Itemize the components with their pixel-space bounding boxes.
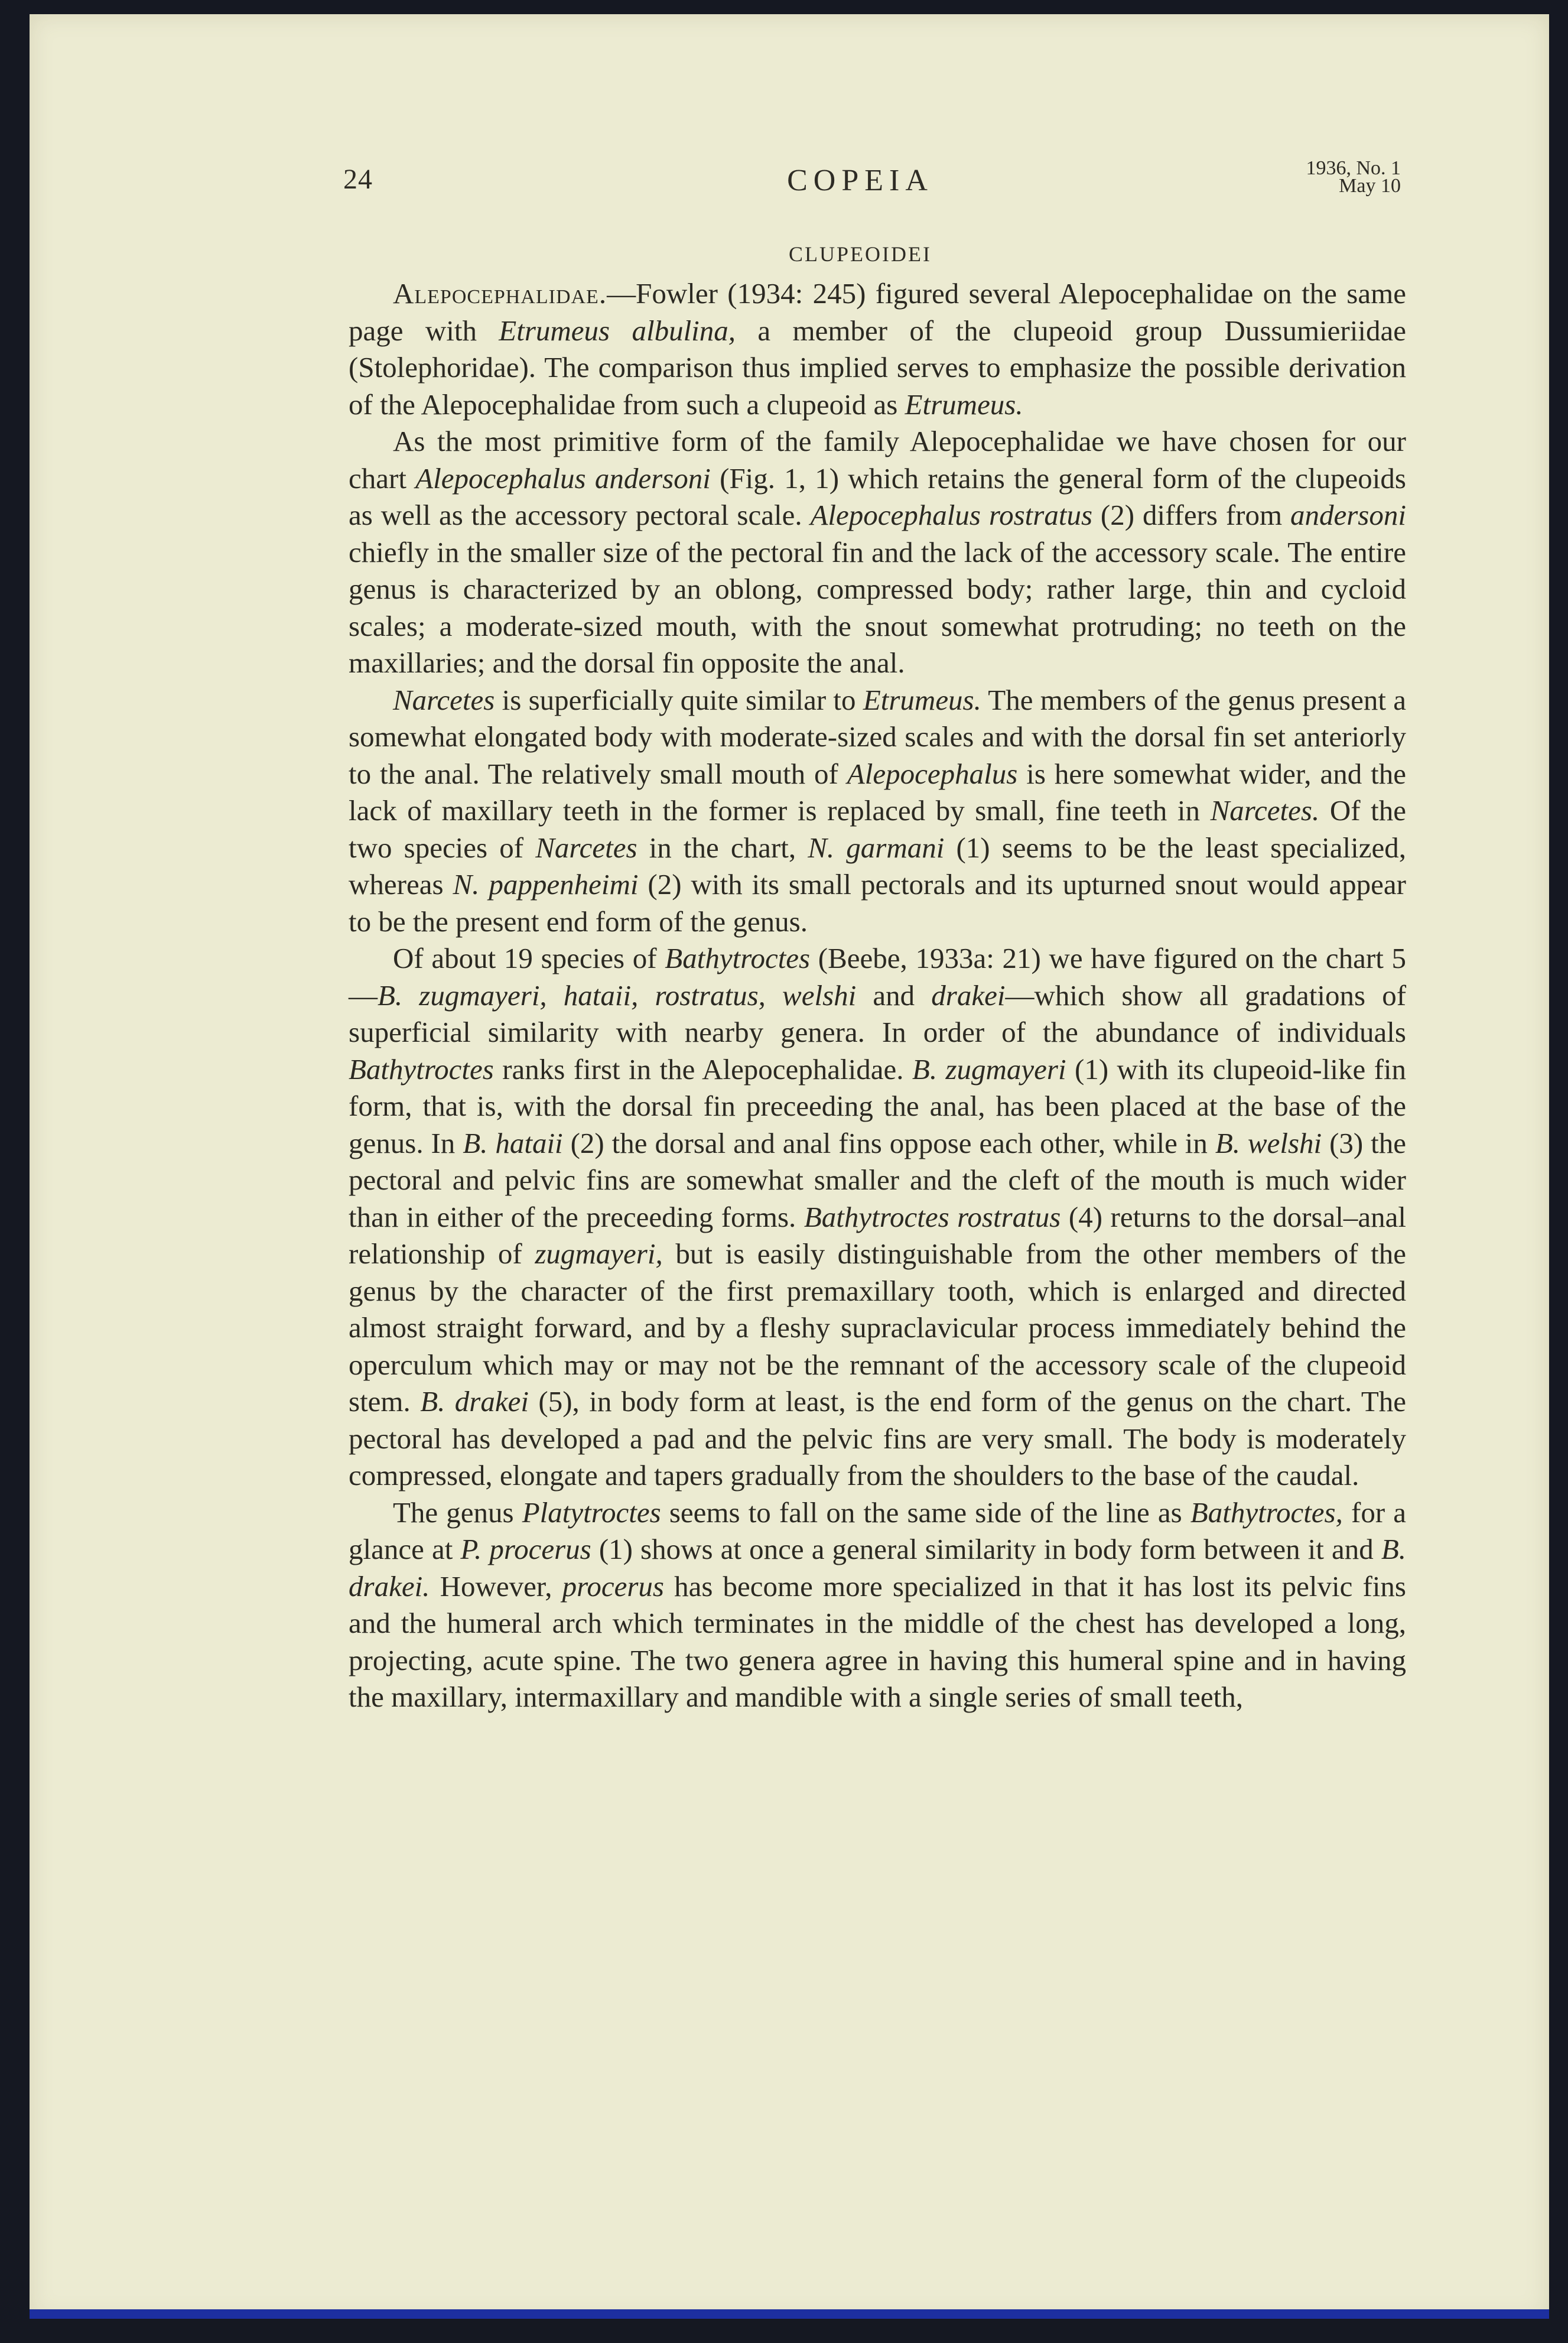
text-run: (2) with its small pectorals and its upturned snout would appear to be the present end form of the genus. (349, 868, 1406, 938)
italic-text-run: Alepocephalus rostratus (810, 499, 1093, 531)
italic-text-run: Platytroctes (522, 1496, 661, 1529)
text-run: is superficially quite similar to (495, 683, 863, 716)
italic-text-run: Bathytroctes (349, 1052, 494, 1086)
paragraph (349, 940, 1406, 1494)
text-run: —which show all gradations of superficial similarity with nearby genera. In order of the abundance of individuals (349, 979, 1407, 1048)
italic-text-run: Narcetes. (1210, 794, 1320, 827)
article-body (349, 275, 1406, 1716)
italic-text-run: zugmayeri, (535, 1237, 663, 1270)
text-run: (2) the dorsal and anal fins oppose each other, while in (562, 1126, 1215, 1159)
italic-text-run: B. zugmayeri, hataii, rostratus, welshi (378, 979, 857, 1012)
italic-text-run: Alepocephalus (847, 757, 1018, 790)
issue-number: 1936, No. 1 (1306, 157, 1401, 179)
section-heading: CLUPEOIDEI (789, 242, 932, 266)
text-run: but is easily distinguishable from the other members of the genus by the character of the first premaxillary tooth, which is enlarged and directed almost straight forward, and by a fleshy supraclavicular process immediately behind the operculum which may or may not be the remnant of the accessory scale of the clupeoid stem. (349, 1237, 1407, 1418)
italic-text-run: Etrumeus albulina, (499, 314, 736, 347)
text-run: (1) seems to be the least specialized, whereas (349, 831, 1406, 901)
italic-text-run: Etrumeus. (863, 683, 981, 716)
text-run: (Fig. 1, 1) which retains the general form of the clupeoids as well as the accessory pectoral scale. (349, 462, 1406, 531)
text-run: has become more specialized in that it has lost its pelvic fins and the humeral arch which terminates in the middle of the chest has developed a long, projecting, acute spine. The two genera agree in having this humeral spine and in having the maxillary, intermaxillary and mandible with a single series of small teeth, (349, 1569, 1406, 1713)
italic-text-run: Bathytroctes rostratus (803, 1200, 1061, 1233)
italic-text-run: B. drakei (420, 1385, 529, 1418)
text-run: chiefly in the smaller size of the pectoral fin and the lack of the accessory scale. The entire genus is characterized by an oblong, compressed body; rather large, thin and cycloid scales; a moderate-sized mouth, with the snout somewhat protruding; no teeth on the maxillaries; and the dorsal fin opposite the anal. (349, 535, 1406, 679)
page-number: 24 (343, 164, 373, 195)
text-run: (1) shows at once a general similarity in body form between it and (591, 1533, 1381, 1565)
italic-text-run: B. welshi (1215, 1126, 1322, 1159)
italic-text-run: Etrumeus. (905, 388, 1023, 421)
paragraph (349, 682, 1406, 941)
text-run: (3) the pectoral and pelvic fins are somewhat smaller and the cleft of the mouth is much wider than in either of the preceeding forms. (349, 1126, 1406, 1233)
italic-text-run: B. zugmayeri (912, 1052, 1066, 1086)
italic-text-run: andersoni (1290, 499, 1406, 531)
italic-text-run: B. drakei. (349, 1533, 1406, 1603)
text-run: Of the two species of (349, 794, 1406, 864)
text-run: (4) returns to the dorsal–anal relationship of (349, 1200, 1406, 1270)
text-run: (1) with its clupeoid-like fin form, that is, with the dorsal fin preceeding the anal, has been placed at the base of the genus. In (349, 1052, 1407, 1159)
text-run: (5), in body form at least, is the end form of the genus on the chart. The pectoral has developed a pad and the pelvic fins are very small. The body is moderately compressed, elongate and tapers gradually from the shoulders to the base of the caudal. (349, 1385, 1407, 1491)
journal-title: COPEIA (787, 164, 933, 197)
italic-text-run: P. procerus (460, 1533, 591, 1565)
italic-text-run: procerus (562, 1569, 664, 1603)
paragraph (349, 275, 1406, 423)
text-run: a member of the clupeoid group Dussumieriidae (Stolephoridae). The comparison thus implied serves to emphasize the possible derivation of the Alepocephalidae from such a clupeoid as (349, 314, 1406, 421)
smallcaps-text-run: Alepocephalidae. (393, 277, 607, 310)
text-run: As the most primitive form of the family Alepocephalidae we have chosen for our chart (349, 425, 1406, 495)
italic-text-run: Alepocephalus andersoni (415, 462, 711, 495)
text-run: (Beebe, 1933a: 21) we have figured on the chart 5— (349, 942, 1406, 1012)
text-run: The genus (393, 1496, 522, 1529)
italic-text-run: drakei (931, 979, 1006, 1012)
text-run: is here somewhat wider, and the lack of maxillary teeth in the former is replaced by small, fine teeth in (349, 757, 1406, 827)
italic-text-run: B. hataii (463, 1126, 563, 1159)
text-run: Of about 19 species of (393, 942, 665, 974)
text-run: in the chart, (637, 831, 808, 864)
paragraph (349, 1494, 1406, 1716)
italic-text-run: Bathytroctes (665, 942, 811, 974)
text-run: (2) differs from (1092, 499, 1290, 531)
paragraph (349, 423, 1406, 682)
text-run: and (856, 979, 932, 1012)
text-run: ranks first in the Alepocephalidae. (493, 1052, 912, 1086)
text-run: for a glance at (349, 1496, 1407, 1565)
page-header (320, 157, 1401, 215)
italic-text-run: Bathytroctes, (1190, 1496, 1343, 1529)
text-run: —Fowler (1934: 245) figured several Alepocephalidae on the same page with (349, 277, 1406, 347)
italic-text-run: Narcetes (535, 831, 637, 864)
issue-date: May 10 (1339, 175, 1401, 197)
issue-info (1306, 157, 1401, 197)
italic-text-run: Narcetes (393, 683, 495, 716)
text-run: The members of the genus present a somewhat elongated body with moderate-sized scales and with the dorsal fin set anteriorly to the anal. The relatively small mouth of (349, 683, 1406, 790)
text-run: However, (430, 1569, 562, 1603)
italic-text-run: N. garmani (808, 831, 945, 864)
italic-text-run: N. pappenheimi (453, 868, 639, 901)
journal-page (30, 14, 1549, 2319)
page-edge-stripe (30, 2309, 1549, 2319)
text-run: seems to fall on the same side of the line as (661, 1496, 1190, 1529)
